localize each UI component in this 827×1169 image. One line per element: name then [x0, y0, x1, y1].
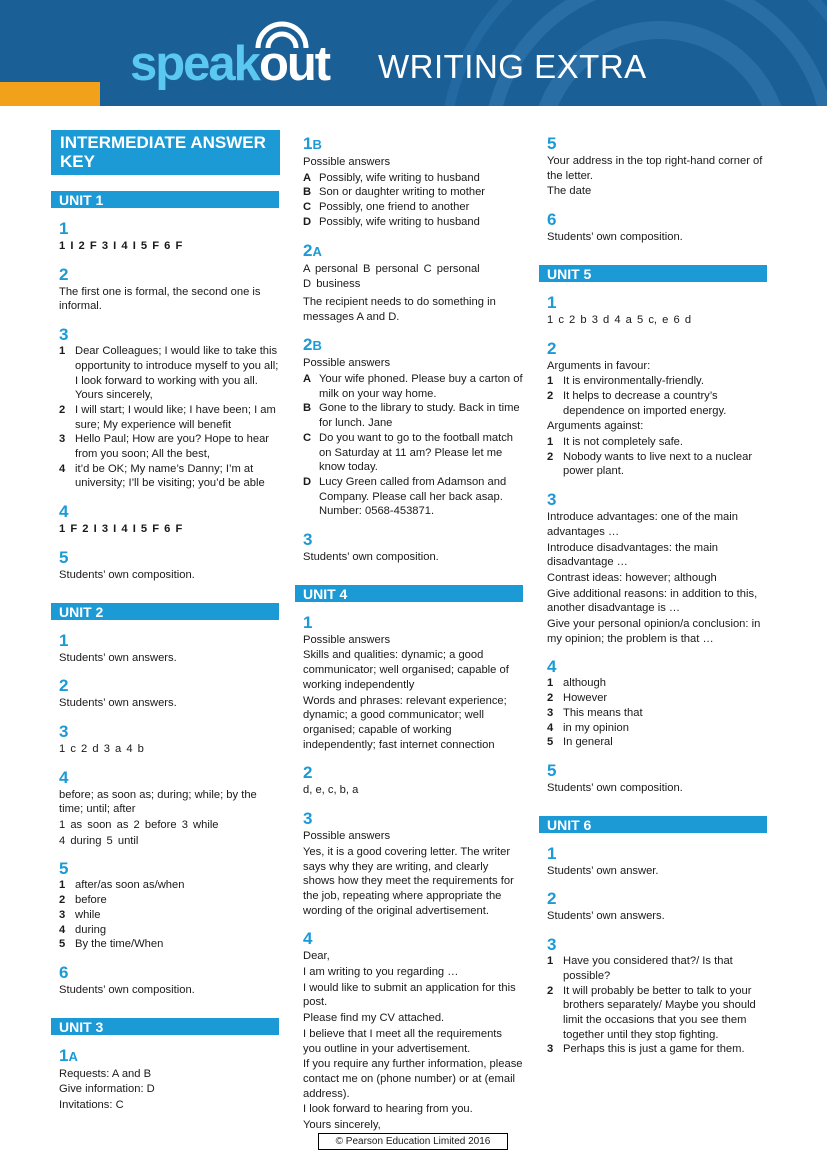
- unit4-ex1: 1: [303, 612, 313, 632]
- unit4-ex6-text: Students’ own composition.: [547, 231, 683, 244]
- unit5-ex5-text: Students’ own composition.: [547, 781, 683, 794]
- unit2-ex3: 3: [59, 721, 69, 741]
- unit4-ex5-line: The date: [547, 185, 592, 198]
- list-item: 4 in my opinion: [547, 721, 629, 734]
- unit6-header: UNIT 6: [539, 816, 767, 833]
- list-item: 3 while: [59, 908, 101, 921]
- unit3-ex3: 3: [303, 530, 313, 550]
- unit3-ex2b-head: Possible answers: [303, 357, 391, 370]
- unit4-ex1-p1: Skills and qualities: dynamic; a good communicator; well organised; capable of working independently: [303, 649, 509, 691]
- unit4-ex2: 2: [303, 763, 313, 783]
- unit4-ex4-line: If you require any further information, please contact me on (phone number) or at (email address).: [303, 1058, 523, 1100]
- list-item: 2 It helps to decrease a country’s dependence on imported energy.: [547, 389, 727, 417]
- list-item: 3 This means that: [547, 706, 643, 719]
- list-item: A Your wife phoned. Please buy a carton of milk on your way home.: [303, 373, 523, 400]
- unit5-ex3-line: Give additional reasons: in addition to this, another disadvantage is …: [547, 587, 758, 615]
- unit1-ex3: 3: [59, 325, 69, 345]
- unit4-ex4-line: Please find my CV attached.: [303, 1012, 445, 1025]
- list-item: 3 Hello Paul; How are you? Hope to hear from you soon; All the best,: [59, 433, 270, 461]
- list-item: C Do you want to go to the football match on Saturday at 11 am? Please let me know today.: [303, 431, 514, 474]
- unit4-ex4-line: Dear,: [303, 950, 330, 963]
- unit3-header: UNIT 3: [51, 1018, 279, 1035]
- column-1: [51, 130, 279, 1114]
- list-item: A Possibly, wife writing to husband: [303, 171, 480, 184]
- unit4-ex5: 5: [547, 134, 557, 153]
- answer-key-title: INTERMEDIATE ANSWER KEY: [51, 130, 280, 175]
- list-item: B Gone to the library to study. Back in time for lunch. Jane: [303, 402, 520, 430]
- unit3-ex1a: 1A: [59, 1045, 78, 1065]
- unit2-ex4: 4: [59, 767, 69, 787]
- unit5-header: UNIT 5: [539, 265, 767, 282]
- list-item: D Possibly, wife writing to husband: [303, 215, 480, 228]
- unit2-ex6-text: Students’ own composition.: [59, 983, 195, 996]
- list-item: 1 Dear Colleagues; I would like to take this opportunity to introduce myself to you all; I look forward to working with you all. Yours sincerely,: [59, 345, 279, 402]
- unit4-ex3-head: Possible answers: [303, 830, 391, 843]
- header-title: WRITING EXTRA: [378, 48, 647, 85]
- unit5-ex1-answers: 1 c 2 b 3 d 4 a 5 c, e 6 d: [547, 313, 692, 326]
- unit4-ex1-head: Possible answers: [303, 633, 391, 646]
- orange-accent: [0, 82, 100, 106]
- unit2-ex5: 5: [59, 859, 69, 879]
- list-item: 4 it’d be OK; My name’s Danny; I’m at university; I’ll be visiting; you’d be able: [59, 462, 265, 490]
- unit4-ex4-line: I am writing to you regarding …: [303, 966, 459, 979]
- unit5-ex3: 3: [547, 490, 557, 510]
- unit3-ex3-text: Students’ own composition.: [303, 551, 439, 564]
- unit2-ex6: 6: [59, 962, 69, 982]
- unit3-ex1b: 1B: [303, 134, 322, 153]
- list-item: B Son or daughter writing to mother: [303, 186, 486, 199]
- unit3-ex1b-head: Possible answers: [303, 156, 391, 168]
- unit1-ex2: 2: [59, 264, 69, 284]
- unit6-ex1: 1: [547, 843, 557, 863]
- unit4-ex3-text: Yes, it is a good covering letter. The writer says why they are writing, and clearly shows how they meet the requirements for the job, repeating where appropriate the wording of the original advertisement.: [303, 845, 514, 917]
- unit5-ex4: 4: [547, 657, 557, 677]
- list-item: 5 By the time/When: [59, 938, 164, 951]
- list-item: 4 during: [59, 923, 107, 936]
- unit3-ex2b: 2B: [303, 335, 322, 355]
- unit6-ex3: 3: [547, 935, 557, 955]
- unit5-ex2-favour: Arguments in favour:: [547, 359, 651, 372]
- column-3: [539, 130, 767, 1057]
- unit2-ex3-answers: 1 c 2 d 3 a 4 b: [59, 742, 144, 755]
- unit2-ex2: 2: [59, 676, 69, 696]
- unit4-header: UNIT 4: [295, 585, 523, 602]
- list-item: 2 Nobody wants to live next to a nuclear power plant.: [547, 450, 753, 478]
- unit5-ex1: 1: [547, 292, 557, 312]
- unit5-ex2-against: Arguments against:: [547, 420, 644, 433]
- unit4-ex4-line: I believe that I meet all the requirements you outline in your advertisement.: [303, 1027, 502, 1055]
- list-item: 1 It is environmentally-friendly.: [547, 375, 704, 388]
- header-banner: [0, 0, 827, 106]
- unit3-ex2a: 2A: [303, 240, 322, 260]
- unit5-ex3-line: Introduce disadvantages: the main disadvantage …: [547, 541, 719, 569]
- unit2-ex1: 1: [59, 630, 69, 650]
- list-item: 2 However: [547, 692, 608, 705]
- list-item: 1 after/as soon as/when: [59, 879, 185, 892]
- unit1-ex4: 4: [59, 502, 69, 522]
- unit1-ex1-answers: 1 I 2 F 3 I 4 I 5 F 6 F: [59, 240, 183, 252]
- unit4-ex4-line: I would like to submit an application for this post.: [303, 981, 516, 1009]
- unit2-ex5-list: [51, 878, 279, 952]
- unit6-ex2-text: Students’ own answers.: [547, 910, 665, 923]
- unit1-ex1: 1: [59, 219, 69, 238]
- unit2-ex4-text: before; as soon as; during; while; by the time; until; after: [59, 788, 257, 816]
- unit2-ex4-row2: 4 during 5 until: [59, 834, 139, 847]
- unit4-ex4-line: I look forward to hearing from you.: [303, 1103, 473, 1116]
- unit1-ex4-answers: 1 F 2 I 3 I 4 I 5 F 6 F: [59, 523, 183, 536]
- unit4-ex4-line: Yours sincerely,: [303, 1119, 381, 1132]
- unit1-ex3-list: [51, 344, 279, 491]
- unit2-ex4-row1: 1 as soon as 2 before 3 while: [59, 819, 219, 832]
- list-item: C Possibly, one friend to another: [303, 201, 470, 214]
- unit5-ex5: 5: [547, 760, 557, 780]
- unit3-ex2a-row2: D business: [303, 278, 361, 291]
- unit4-ex1-p2: Words and phrases: relevant experience; dynamic; a good communicator; well organised; capable of working independently; fast internet connection: [303, 694, 507, 751]
- unit3-ex1a-line: Give information: D: [59, 1083, 155, 1096]
- unit1-ex2-text: The first one is formal, the second one is informal.: [59, 285, 261, 313]
- unit3-ex1a-line: Invitations: C: [59, 1099, 124, 1112]
- unit5-ex2: 2: [547, 338, 557, 358]
- unit6-ex2: 2: [547, 889, 557, 909]
- unit1-ex5: 5: [59, 547, 69, 567]
- unit1-header: UNIT 1: [51, 191, 279, 208]
- copyright-footer: © Pearson Education Limited 2016: [318, 1133, 508, 1150]
- list-item: 1 Have you considered that?/ Is that possible?: [547, 955, 733, 982]
- list-item: 1 It is not completely safe.: [547, 436, 684, 449]
- unit2-ex1-text: Students’ own answers.: [59, 651, 177, 664]
- unit4-ex2-text: d, e, c, b, a: [303, 784, 359, 797]
- unit5-ex3-line: Give your personal opinion/a conclusion: in my opinion; the problem is that …: [547, 618, 761, 645]
- unit3-ex2a-row1: A personal B personal C personal: [303, 262, 480, 275]
- unit4-ex4: 4: [303, 929, 313, 949]
- unit5-ex3-line: Introduce advantages: one of the main advantages …: [547, 511, 738, 538]
- unit1-ex5-text: Students’ own composition.: [59, 568, 195, 581]
- unit4-ex3: 3: [303, 809, 313, 829]
- unit6-ex1-text: Students’ own answer.: [547, 864, 659, 877]
- unit2-ex2-text: Students’ own answers.: [59, 697, 177, 710]
- unit4-ex5-line: Your address in the top right-hand corner of the letter.: [547, 155, 763, 182]
- unit3-ex1a-line: Requests: A and B: [59, 1067, 152, 1080]
- list-item: D Lucy Green called from Adamson and Company. Please call her back asap. Number: 0568-453871.: [303, 475, 507, 518]
- list-item: 5 In general: [547, 736, 613, 749]
- unit4-ex6: 6: [547, 210, 557, 230]
- unit2-header: UNIT 2: [51, 603, 279, 620]
- column-2: [295, 130, 523, 1134]
- list-item: 2 It will probably be better to talk to your brothers separately/ Maybe you should limit the occasions that you see them together until they stop fighting.: [547, 984, 756, 1041]
- unit5-ex3-line: Contrast ideas: however; although: [547, 571, 717, 584]
- list-item: 1 although: [547, 677, 606, 690]
- unit3-ex2a-text: The recipient needs to do something in messages A and D.: [303, 295, 496, 323]
- speakout-logo: speakout: [130, 37, 330, 91]
- list-item: 2 before: [59, 894, 107, 907]
- list-item: 3 Perhaps this is just a game for them.: [547, 1043, 745, 1056]
- list-item: 2 I will start; I would like; I have been; I am sure; My experience will benefit: [59, 403, 276, 431]
